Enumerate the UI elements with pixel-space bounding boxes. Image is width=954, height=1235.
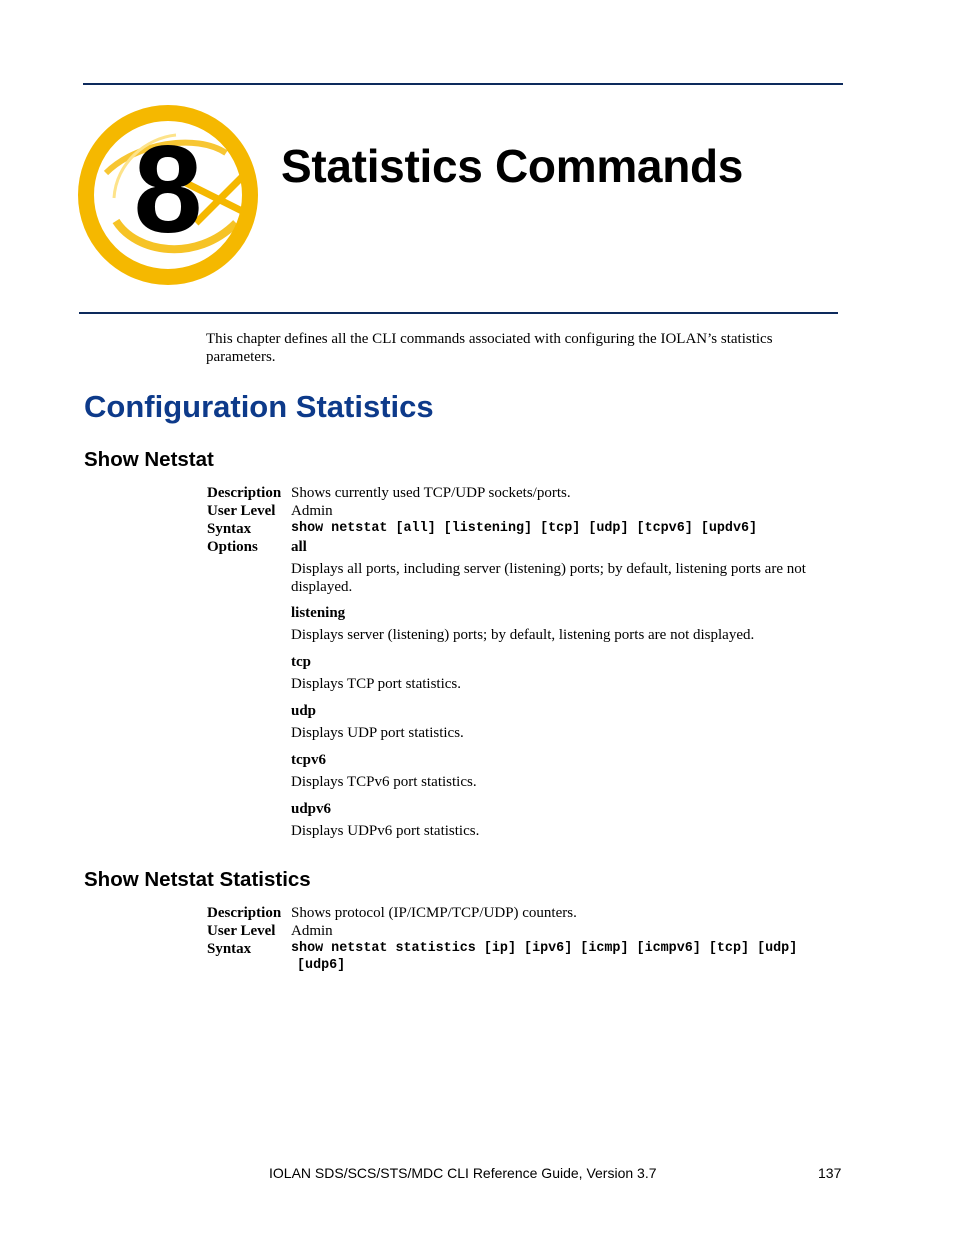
syntax-value-line-2: [udp6]	[297, 958, 346, 973]
description-label: Description	[207, 485, 282, 501]
option-description: Displays TCPv6 port statistics.	[291, 774, 477, 790]
syntax-label: Syntax	[207, 941, 252, 957]
option-name: tcpv6	[291, 752, 326, 768]
option-description: Displays server (listening) ports; by default, listening ports are not displayed.	[291, 627, 755, 643]
option-item	[291, 538, 836, 596]
option-item	[291, 751, 836, 791]
option-name: udp	[291, 703, 317, 719]
option-item	[291, 653, 836, 693]
option-item	[291, 604, 836, 644]
option-name: udpv6	[291, 801, 332, 817]
show-netstat-statistics-heading: Show Netstat Statistics	[84, 868, 311, 891]
header-bottom-rule	[79, 312, 838, 314]
option-description: Displays TCP port statistics.	[291, 676, 462, 692]
option-name: tcp	[291, 654, 311, 670]
option-description: Displays all ports, including server (listening) ports; by default, listening ports are not displayed.	[291, 561, 806, 595]
user-level-value: Admin	[291, 503, 333, 519]
chapter-title: Statistics Commands	[281, 140, 744, 192]
page-number: 137	[818, 1165, 842, 1181]
option-description: Displays UDPv6 port statistics.	[291, 823, 480, 839]
footer-text: IOLAN SDS/SCS/STS/MDC CLI Reference Guide, Version 3.7	[269, 1165, 657, 1181]
intro-paragraph: This chapter defines all the CLI commands associated with configuring the IOLAN’s statistics parameters.	[206, 331, 773, 365]
description-value: Shows currently used TCP/UDP sockets/ports.	[291, 485, 571, 501]
user-level-label: User Level	[207, 923, 276, 939]
option-name: all	[291, 539, 307, 555]
option-item	[291, 702, 836, 742]
description-label: Description	[207, 905, 282, 921]
syntax-value: show netstat [all] [listening] [tcp] [udp] [tcpv6] [updv6]	[291, 521, 758, 536]
options-label: Options	[207, 539, 258, 555]
show-netstat-heading: Show Netstat	[84, 448, 214, 471]
option-name: listening	[291, 605, 346, 621]
option-description: Displays UDP port statistics.	[291, 725, 464, 741]
description-value: Shows protocol (IP/ICMP/TCP/UDP) counters.	[291, 905, 577, 921]
option-item	[291, 800, 836, 840]
syntax-value-line-1: show netstat statistics [ip] [ipv6] [icmp] [icmpv6] [tcp] [udp]	[291, 941, 798, 956]
user-level-label: User Level	[207, 503, 276, 519]
chapter-number: 8	[133, 121, 203, 259]
user-level-value: Admin	[291, 923, 333, 939]
section-title: Configuration Statistics	[84, 389, 434, 424]
syntax-label: Syntax	[207, 521, 252, 537]
top-rule	[83, 83, 843, 85]
